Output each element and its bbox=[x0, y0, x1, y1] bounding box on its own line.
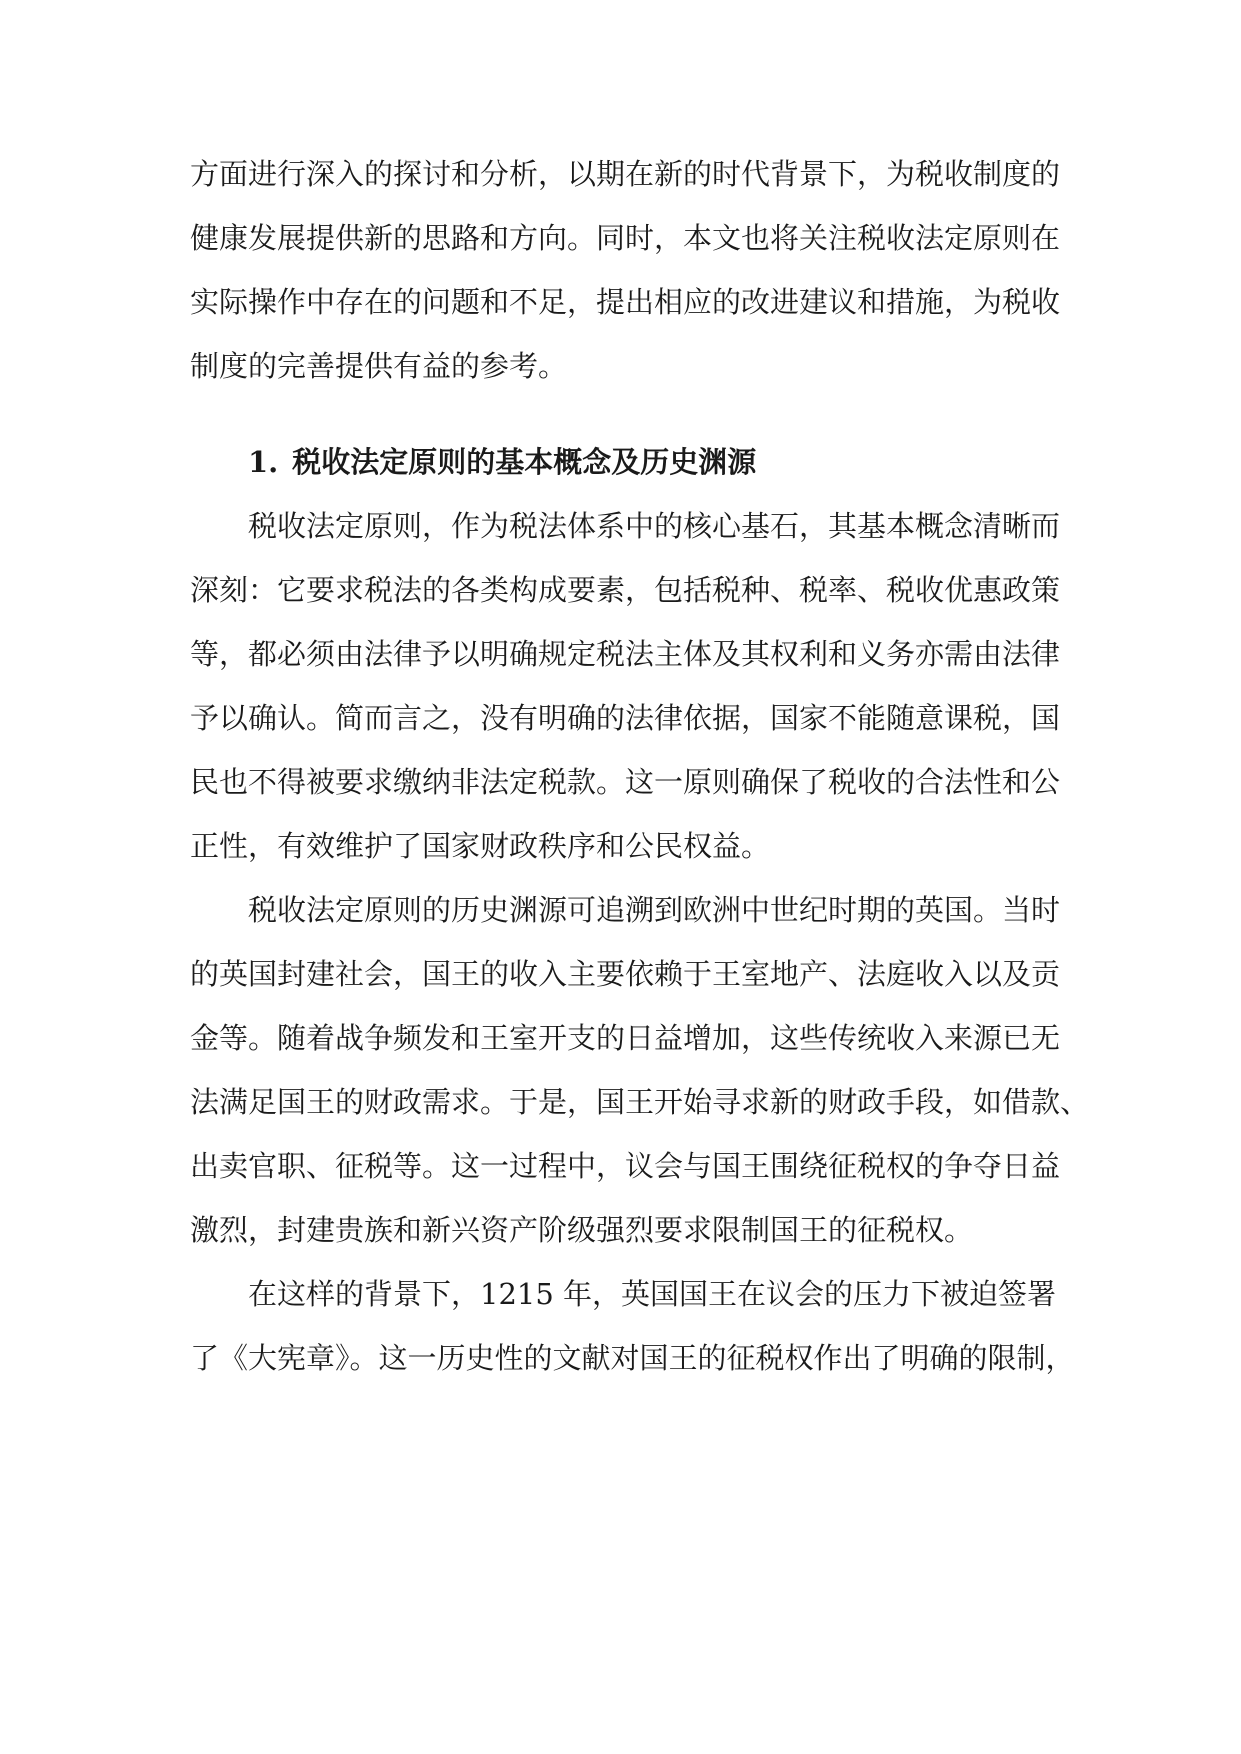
text-line: 金等。随着战争频发和王室开支的日益增加，这些传统收入来源已无 bbox=[190, 1021, 1061, 1055]
section-title: 税收法定原则的基本概念及历史渊源 bbox=[292, 445, 757, 479]
text-line: 出卖官职、征税等。这一过程中，议会与国王围绕征税权的争夺日益 bbox=[190, 1149, 1061, 1183]
text-line: 激烈，封建贵族和新兴资产阶级强烈要求限制国王的征税权。 bbox=[190, 1213, 974, 1247]
body-paragraph-1 bbox=[190, 494, 1061, 878]
section-spacer bbox=[190, 398, 1052, 430]
text-line: 予以确认。简而言之，没有明确的法律依据，国家不能随意课税，国 bbox=[190, 701, 1061, 735]
section-heading bbox=[190, 430, 1052, 494]
body-paragraph-3 bbox=[190, 1262, 1075, 1390]
text-line: 实际操作中存在的问题和不足，提出相应的改进建议和措施，为税收 bbox=[190, 285, 1061, 319]
text-line: 正性，有效维护了国家财政秩序和公民权益。 bbox=[190, 829, 771, 863]
text-line: 制度的完善提供有益的参考。 bbox=[190, 349, 568, 383]
text-line: 深刻：它要求税法的各类构成要素，包括税种、税率、税收优惠政策 bbox=[190, 573, 1061, 607]
text-line: 税收法定原则的历史渊源可追溯到欧洲中世纪时期的英国。当时 bbox=[248, 893, 1061, 927]
text-line: 等，都必须由法律予以明确规定税法主体及其权利和义务亦需由法律 bbox=[190, 637, 1061, 671]
document-body bbox=[190, 142, 1090, 1390]
text-line: 在这样的背景下，1215 年，英国国王在议会的压力下被迫签署 bbox=[248, 1277, 1057, 1311]
intro-paragraph bbox=[190, 142, 1061, 398]
body-paragraph-2 bbox=[190, 878, 1090, 1262]
section-number: 1. bbox=[248, 445, 279, 479]
text-line: 民也不得被要求缴纳非法定税款。这一原则确保了税收的合法性和公 bbox=[190, 765, 1061, 799]
text-line: 方面进行深入的探讨和分析，以期在新的时代背景下，为税收制度的 bbox=[190, 157, 1061, 191]
text-line: 的英国封建社会，国王的收入主要依赖于王室地产、法庭收入以及贡 bbox=[190, 957, 1061, 991]
text-line: 税收法定原则，作为税法体系中的核心基石，其基本概念清晰而 bbox=[248, 509, 1061, 543]
text-line: 法满足国王的财政需求。于是，国王开始寻求新的财政手段，如借款、 bbox=[190, 1085, 1090, 1119]
text-line: 健康发展提供新的思路和方向。同时，本文也将关注税收法定原则在 bbox=[190, 221, 1061, 255]
text-line: 了《大宪章》。这一历史性的文献对国王的征税权作出了明确的限制， bbox=[190, 1341, 1075, 1375]
